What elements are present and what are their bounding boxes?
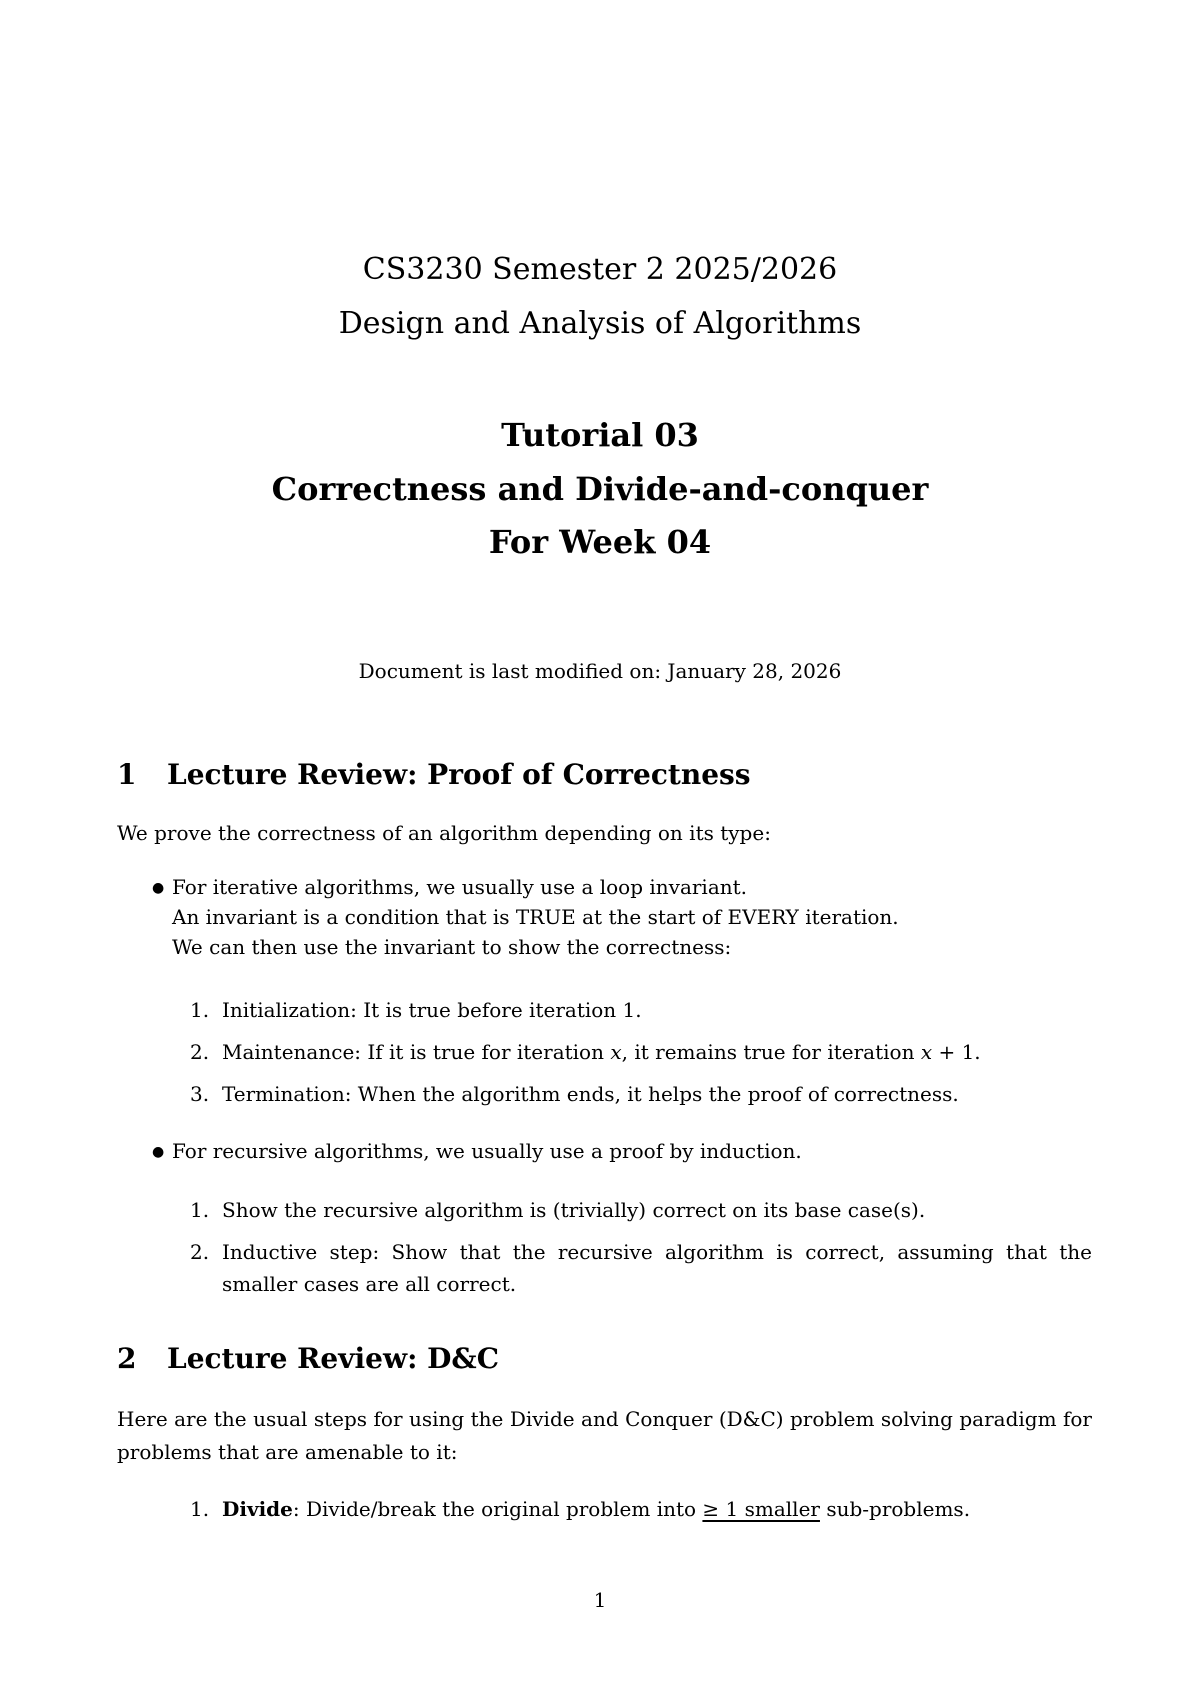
course-name: Design and Analysis of Algorithms — [338, 306, 862, 341]
list-item-number: 3. — [190, 1082, 210, 1106]
section-2-number: 2 — [117, 1342, 137, 1375]
iterative-step-initialization: Initialization: It is true before iteration 1. — [222, 998, 642, 1022]
bullet-icon: ● — [152, 880, 165, 896]
tutorial-title: Tutorial 03 — [501, 416, 699, 454]
iterative-line-2: An invariant is a condition that is TRUE at the start of EVERY iteration. — [172, 905, 899, 929]
iterative-line-1: For iterative algorithms, we usually use a loop invariant. — [172, 875, 748, 899]
recursive-step-inductive: Inductive step: Show that the recursive algorithm is correct, assuming that the smaller cases are all correct. — [222, 1240, 1092, 1296]
iterative-step-termination: Termination: When the algorithm ends, it helps the proof of correctness. — [222, 1082, 959, 1106]
tutorial-week: For Week 04 — [488, 523, 712, 561]
tutorial-topic: Correctness and Divide-and-conquer — [271, 470, 929, 508]
list-item-number: 1. — [190, 998, 210, 1022]
list-item-number: 2. — [190, 1040, 210, 1064]
section-2-title: Lecture Review: D&C — [167, 1342, 499, 1375]
course-title: CS3230 Semester 2 2025/2026 — [362, 252, 838, 287]
list-item-number: 1. — [190, 1198, 210, 1222]
section-1-title: Lecture Review: Proof of Correctness — [167, 758, 751, 791]
last-modified-note: Document is last modified on: January 28, 2026 — [358, 659, 842, 683]
section-2-heading — [117, 1342, 499, 1376]
iterative-line-3: We can then use the invariant to show the correctness: — [172, 935, 732, 959]
iterative-step-maintenance: Maintenance: If it is true for iteration x, it remains true for iteration x + 1. — [222, 1040, 981, 1064]
section-1-heading — [117, 758, 751, 792]
recursive-line-1: For recursive algorithms, we usually use a proof by induction. — [172, 1139, 802, 1163]
recursive-step-base-case: Show the recursive algorithm is (trivially) correct on its base case(s). — [222, 1198, 926, 1222]
page-number: 1 — [593, 1588, 607, 1612]
section-2-intro: Here are the usual steps for using the Divide and Conquer (D&C) problem solving paradigm for problems that are amenable to it: — [117, 1407, 1092, 1464]
section-1-intro: We prove the correctness of an algorithm depending on its type: — [117, 821, 771, 845]
list-item-number: 2. — [190, 1240, 210, 1264]
bullet-icon: ● — [152, 1144, 165, 1160]
list-item-number: 1. — [190, 1497, 210, 1521]
dc-step-divide: Divide: Divide/break the original problem into ≥ 1 smaller sub-problems. — [222, 1497, 971, 1521]
section-1-number: 1 — [117, 758, 137, 791]
